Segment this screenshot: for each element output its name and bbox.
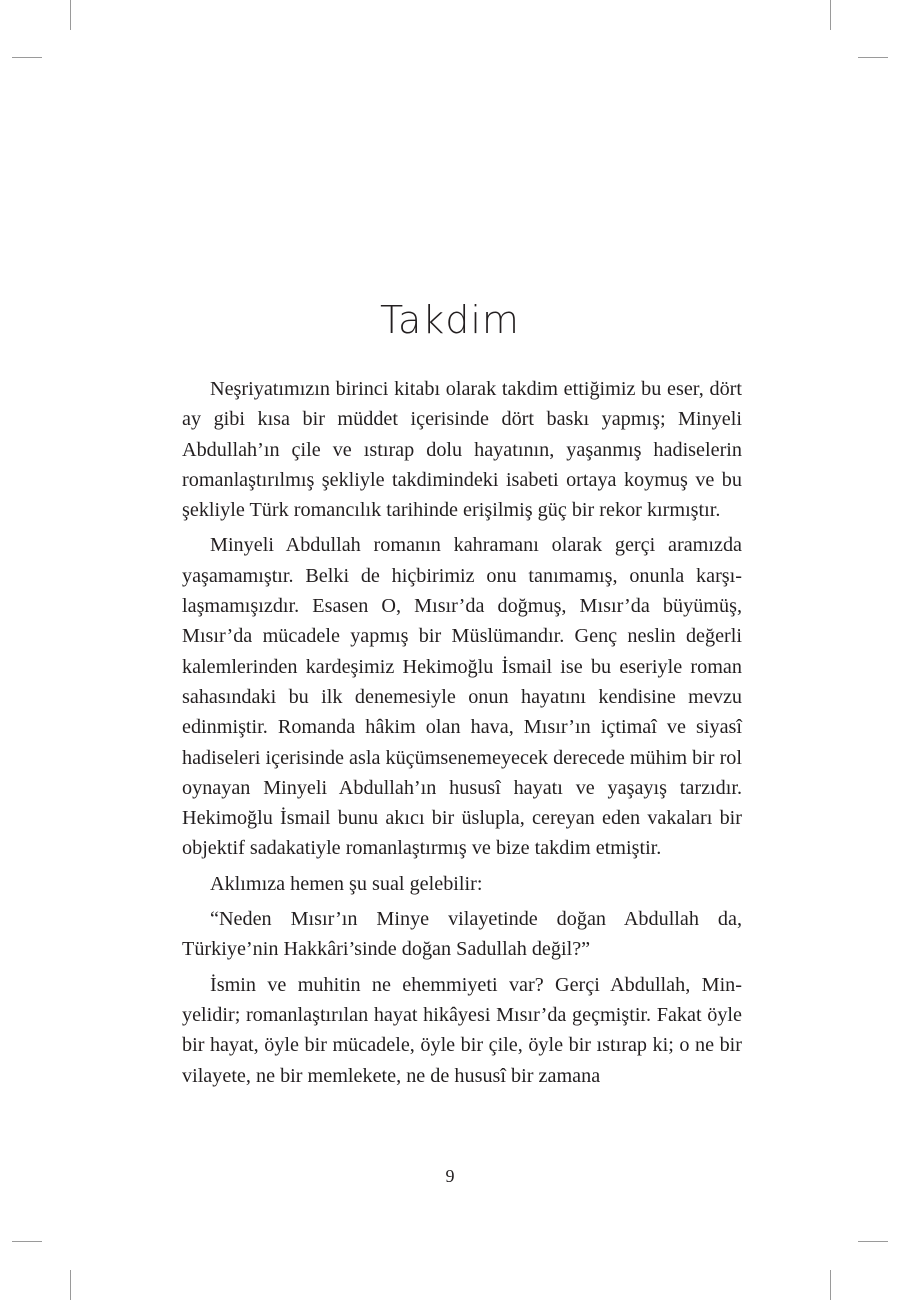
crop-mark-bottom-right-h	[858, 1241, 888, 1242]
crop-mark-bottom-left	[70, 1270, 71, 1300]
paragraph: Neşriyatımızın birinci kitabı olarak takdim ettiğimiz bu eser, dört ay gibi kısa bir müddet içerisinde dört baskı yapmış; Minyeli Abdullah’ın çile ve ıstırap dolu hayatının, yaşanmış hadiselerin romanlaştırılmış şekliyle takdimindeki isabeti ortaya koymuş ve bu şekliyle Türk romancılık tarihinde erişilmiş güç bir rekor kırmıştır.	[182, 378, 742, 522]
crop-mark-top-left	[70, 0, 71, 30]
crop-mark-bottom-left-h	[12, 1241, 42, 1242]
page-number: 9	[445, 1166, 455, 1186]
crop-mark-top-right	[830, 0, 831, 30]
page-title: Takdim	[380, 298, 520, 342]
body-text	[182, 374, 742, 1091]
crop-mark-top-left-h	[12, 57, 42, 58]
crop-mark-bottom-right	[830, 1270, 831, 1300]
quote-paragraph: “Neden Mısır’ın Minye vilayetinde doğan Abdullah da, Türkiye’nin Hakkâri’sinde doğan Sadullah değil?”	[182, 908, 742, 961]
paragraph: İsmin ve muhitin ne ehemmiyeti var? Gerçi Abdullah, Minyelidir; romanlaştırılan hayat hikâyesi Mısır’da geçmiştir. Fakat öyle bir hayat, öyle bir mücadele, öyle bir çile, öyle bir ıstırap ki; o ne bir vilayete, ne bir memlekete, ne de hususî bir zamana	[182, 973, 742, 1087]
paragraph: Aklımıza hemen şu sual gelebilir:	[210, 872, 483, 895]
crop-mark-top-right-h	[858, 57, 888, 58]
paragraph: Minyeli Abdullah romanın kahramanı olarak gerçi aramızda yaşamamıştır. Belki de hiçbirimiz onu tanımamış, onunla karşılaşmamışızdır. Esasen O, Mısır’da doğmuş, Mısır’da büyümüş, Mısır’da mücadele yapmış bir Müslümandır. Genç neslin değerli kalemlerinden kardeşimiz Hekimoğlu İsmail ise bu eseriyle roman sahasındaki bu ilk denemesiyle onun hayatını kendisine mevzu edinmiştir. Romanda hâkim olan hava, Mısır’ın içtimaî ve siyasî hadiseleri içerisinde asla küçümsenemeyecek derecede mühim bir rol oynayan Minyeli Abdullah’ın hususî hayatı ve yaşayış tarzıdır. Hekimoğlu İsmail bunu akıcı bir üslupla, cereyan eden vakaları bir objektif sadakatiyle romanlaştırmış ve bize takdim etmiştir.	[182, 534, 742, 860]
